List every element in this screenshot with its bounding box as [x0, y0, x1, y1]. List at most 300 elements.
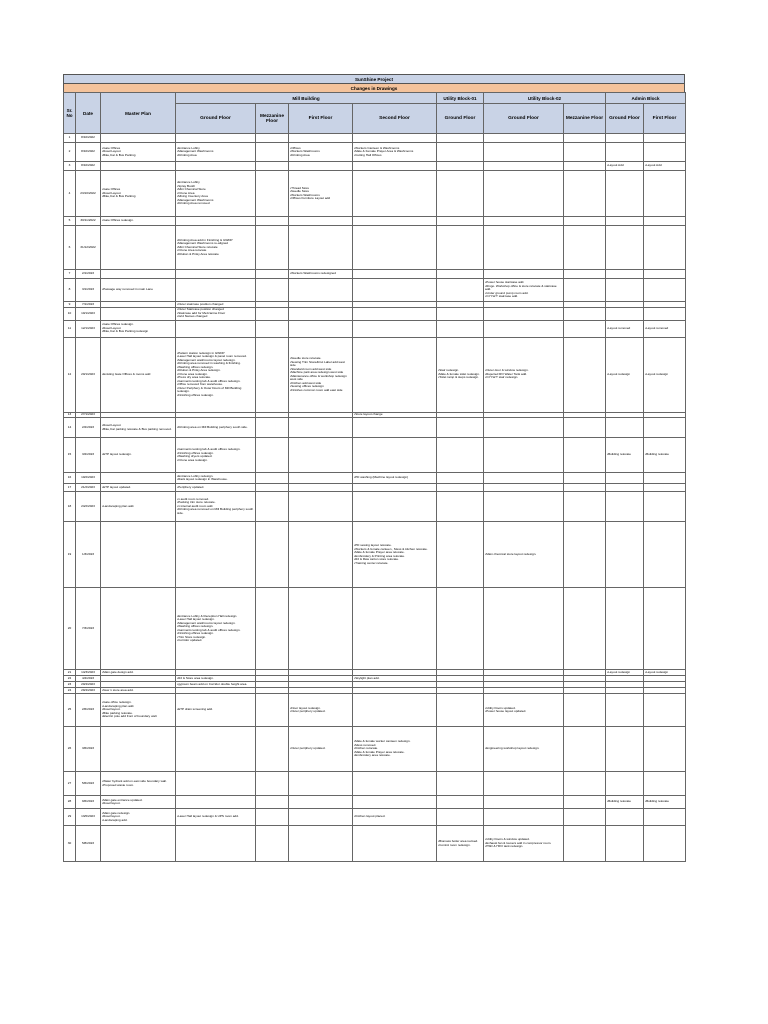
mill-second-cell	[353, 588, 437, 670]
admin-ground-cell	[606, 694, 644, 727]
cell-line: •PD sewing layout relocate.	[354, 543, 392, 547]
sr-no-cell: 11	[64, 320, 76, 337]
u2-ground-cell	[484, 162, 564, 171]
admin-ground-cell	[606, 279, 644, 302]
u1-ground-cell	[437, 162, 484, 171]
admin-first-cell	[644, 438, 686, 473]
admin-first-cell	[644, 826, 686, 862]
date-cell: 5/8/2023	[76, 826, 101, 862]
mill-ground-cell	[176, 226, 256, 270]
mill-ground-cell	[176, 484, 256, 492]
cell-line: •Male & Female Prayer Area & Washrooms	[354, 149, 414, 154]
table-row	[64, 809, 686, 826]
col-mill-ground: Ground Floor	[176, 104, 256, 134]
table-row	[64, 588, 686, 670]
col-u2-mezzanine: Mezzanine Floor	[564, 104, 606, 134]
master-plan-cell	[101, 418, 176, 438]
col-u2-ground: Ground Floor	[484, 104, 564, 134]
cell-line: •Road layout.	[102, 814, 121, 819]
cell-line: •Management Washrooms re-aligned	[177, 241, 229, 246]
mill-first-cell	[289, 226, 353, 270]
sr-no-cell: 10	[64, 307, 76, 320]
u2-mezzanine-cell	[564, 337, 606, 412]
cell-line: •Building relocate	[607, 452, 631, 457]
table-row	[64, 337, 686, 412]
master-plan-cell	[101, 796, 176, 809]
date-cell: 7/1/2023	[76, 302, 101, 308]
admin-ground-cell	[606, 320, 644, 337]
mill-ground-cell	[176, 217, 256, 226]
master-plan-cell	[101, 694, 176, 727]
mill-second-cell	[353, 492, 437, 522]
cell-line: •Stair redesign.	[438, 368, 460, 373]
cell-line: •Road Layout	[102, 190, 121, 195]
u1-ground-cell	[437, 143, 484, 162]
mill-ground-cell	[176, 796, 256, 809]
cell-line: •Needle store relocate.	[290, 356, 322, 360]
cell-line: •Maintenance office & workshop redesign west side	[290, 373, 347, 381]
admin-ground-cell	[606, 162, 644, 171]
cell-line: •Road Layout	[102, 423, 121, 427]
cell-line: •Mess removed.	[354, 742, 377, 747]
table-row	[64, 143, 686, 162]
date-cell: 3/6/2023	[76, 727, 101, 772]
mill-mezzanine-cell	[256, 418, 289, 438]
cell-line: •Entrance Lobby redesign.	[177, 473, 214, 478]
admin-ground-cell	[606, 772, 644, 796]
date-cell: 3/1/2023	[76, 279, 101, 302]
cell-line: •Building relocate	[645, 452, 669, 457]
mill-second-cell	[353, 171, 437, 217]
mill-second-cell	[353, 337, 437, 412]
table-body	[64, 134, 686, 862]
admin-ground-cell	[606, 588, 644, 670]
cell-line: •Drinking Area add in Finishing & GWDP	[177, 237, 233, 242]
sr-no-cell: 30	[64, 826, 76, 862]
mill-second-cell	[353, 418, 437, 438]
u1-ground-cell	[437, 438, 484, 473]
mill-mezzanine-cell	[256, 143, 289, 162]
sr-no-cell: 22	[64, 676, 76, 682]
cell-line: •Under ground pump room add.	[485, 290, 529, 295]
admin-first-cell	[644, 226, 686, 270]
master-plan-cell	[101, 337, 176, 412]
mill-ground-cell	[176, 727, 256, 772]
sr-no-cell: 25	[64, 694, 76, 727]
u1-ground-cell	[437, 270, 484, 279]
mill-ground-cell	[176, 522, 256, 588]
date-cell: 8/10/2022	[76, 143, 101, 162]
u1-ground-cell	[437, 727, 484, 772]
sr-no-cell: 13	[64, 412, 76, 418]
cell-line: •Male & female Prayer area relocate.	[354, 550, 405, 554]
mill-first-cell	[289, 270, 353, 279]
cell-line: •Building relocate	[607, 799, 631, 804]
admin-first-cell	[644, 588, 686, 670]
cell-line: •Store layout change	[354, 412, 383, 416]
cell-line: •Kitchen add west side	[290, 380, 322, 385]
admin-first-cell	[644, 279, 686, 302]
cell-line: •Spray Booth	[177, 183, 196, 188]
date-cell: 2/2/2023	[76, 418, 101, 438]
table-row	[64, 134, 686, 143]
table-row	[64, 320, 686, 337]
u2-mezzanine-cell	[564, 772, 606, 796]
sr-no-cell: 27	[64, 772, 76, 796]
cell-line: •Outer door & window redesign.	[485, 368, 529, 373]
mill-mezzanine-cell	[256, 438, 289, 473]
admin-first-cell	[644, 171, 686, 217]
table-row	[64, 727, 686, 772]
mill-second-cell	[353, 217, 437, 226]
cell-line: •Male & female worker canteen redesign.	[354, 739, 411, 744]
mill-first-cell	[289, 143, 353, 162]
cell-line: •Washing offices redesign.	[177, 624, 214, 628]
col-admin: Admin Block	[606, 93, 686, 104]
cell-line: •Mini Chemical Store relocate	[177, 244, 218, 249]
date-cell: 21/2/2023	[76, 484, 101, 492]
mill-first-cell	[289, 492, 353, 522]
admin-ground-cell	[606, 473, 644, 484]
cell-line: •Standard room add west side	[290, 366, 332, 371]
mill-ground-cell	[176, 588, 256, 670]
date-cell: 7/3/2023	[76, 588, 101, 670]
date-cell: 20/1/2023	[76, 337, 101, 412]
master-plan-cell	[101, 809, 176, 826]
cell-line: •Rejected RO Water Tank add.	[485, 371, 528, 376]
admin-first-cell	[644, 522, 686, 588]
table-row	[64, 171, 686, 217]
cell-line: •Embroidery area relocate.	[354, 753, 391, 758]
u2-ground-cell	[484, 171, 564, 217]
admin-ground-cell	[606, 484, 644, 492]
cell-line: •Power house layout updated.	[485, 709, 527, 713]
cell-line: •Dilution & Pinky Area redesign.	[177, 368, 221, 373]
sr-no-cell: 5	[64, 217, 76, 226]
u2-ground-cell	[484, 279, 564, 302]
cell-line: •Training center relocate.	[354, 560, 389, 565]
cell-line: •Garments testing lab & audit offices redesign.	[177, 378, 241, 383]
u1-ground-cell	[437, 588, 484, 670]
mill-second-cell	[353, 694, 437, 727]
cell-line: •Drinking Area	[290, 152, 310, 157]
admin-ground-cell	[606, 796, 644, 809]
date-cell: 2/1/2023	[76, 270, 101, 279]
u2-ground-cell	[484, 418, 564, 438]
mill-ground-cell	[176, 279, 256, 302]
table-row	[64, 484, 686, 492]
mill-mezzanine-cell	[256, 484, 289, 492]
master-plan-cell	[101, 727, 176, 772]
cell-line: •Rack layout redesign in Warehouse.	[177, 477, 228, 481]
col-utility-02: Utility Block-02	[484, 93, 606, 104]
cell-line: •Mixing Inventory Area	[177, 194, 208, 199]
admin-first-cell	[644, 320, 686, 337]
col-mill-second: Second Floor	[353, 104, 437, 134]
mill-second-cell	[353, 809, 437, 826]
u1-ground-cell	[437, 337, 484, 412]
sr-no-cell: 26	[64, 727, 76, 772]
mill-first-cell	[289, 796, 353, 809]
cell-line: •Entrance Lobby & Reception Hall redesign.	[177, 613, 238, 618]
col-utility-01: Utility Block-01	[437, 93, 484, 104]
mill-mezzanine-cell	[256, 772, 289, 796]
u1-ground-cell	[437, 279, 484, 302]
cell-line: •Workers Washrooms	[290, 149, 320, 154]
mill-mezzanine-cell	[256, 171, 289, 217]
mill-mezzanine-cell	[256, 694, 289, 727]
mill-first-cell	[289, 484, 353, 492]
mill-first-cell	[289, 588, 353, 670]
cell-line: •Sewing Trim Store&Cut Label add west side	[290, 359, 345, 367]
cell-line: •Passage way removed in main Lane	[102, 287, 153, 292]
cell-line: •Drinking area removed on Mill Building periphery south side.	[177, 507, 254, 515]
cell-line: •Outer staircase position changed	[177, 301, 224, 306]
date-cell: 3/2/2023	[76, 438, 101, 473]
date-cell: 5/6/2023	[76, 772, 101, 796]
admin-ground-cell	[606, 522, 644, 588]
cell-line: •Finishing offices redesign.	[177, 631, 214, 635]
cell-line: •Utility Doors & window updated.	[485, 837, 530, 842]
u1-ground-cell	[437, 473, 484, 484]
date-cell: 12/1/2023	[76, 320, 101, 337]
mill-first-cell	[289, 772, 353, 796]
mill-ground-cell	[176, 171, 256, 217]
cell-line: •Gate Offices redesign.	[102, 218, 134, 223]
cell-line: •Drinking Area removed	[177, 201, 210, 206]
u2-ground-cell	[484, 270, 564, 279]
mill-mezzanine-cell	[256, 270, 289, 279]
mill-ground-cell	[176, 418, 256, 438]
cell-line: •Finishes common room add east side	[290, 387, 343, 392]
mill-first-cell	[289, 473, 353, 484]
u2-mezzanine-cell	[564, 162, 606, 171]
changes-table	[63, 92, 686, 862]
cell-line: •Office removed from warehouse.	[177, 382, 223, 387]
u2-mezzanine-cell	[564, 279, 606, 302]
col-sr-no: Sr. No	[64, 93, 76, 134]
date-cell: 23/10/2022	[76, 171, 101, 217]
u2-mezzanine-cell	[564, 418, 606, 438]
u2-mezzanine-cell	[564, 226, 606, 270]
u2-ground-cell	[484, 337, 564, 412]
cell-line: •R2 & Store area redesign.	[177, 675, 214, 680]
master-plan-cell	[101, 438, 176, 473]
mill-mezzanine-cell	[256, 522, 289, 588]
col-master-plan: Master Plan	[101, 93, 176, 134]
cell-line: •1 audit room removed.	[177, 496, 210, 501]
mill-first-cell	[289, 522, 353, 588]
cell-line: •Main gate design add.	[102, 669, 134, 674]
cell-line: •HSD & HFO tank redesign.	[485, 844, 524, 849]
cell-line: •Bike,Car parking relocate & Bus parking removed.	[102, 426, 172, 431]
u2-mezzanine-cell	[564, 171, 606, 217]
sr-no-cell: 15	[64, 438, 76, 473]
cell-line: •Landscaping plan add.	[102, 503, 135, 508]
admin-ground-cell	[606, 134, 644, 143]
admin-ground-cell	[606, 270, 644, 279]
u2-ground-cell	[484, 772, 564, 796]
master-plan-cell	[101, 492, 176, 522]
cell-line: •Outer periphery updated.	[290, 709, 326, 713]
cell-line: •Road Layout	[102, 325, 121, 330]
u1-ground-cell	[437, 492, 484, 522]
u1-ground-cell	[437, 217, 484, 226]
cell-line: •Ozone Area	[177, 190, 195, 195]
cell-line: •Gate Offices redesign.	[102, 322, 134, 327]
admin-ground-cell	[606, 226, 644, 270]
cell-line: •Management washrooms layout redesign.	[177, 357, 236, 362]
u2-ground-cell	[484, 484, 564, 492]
cell-line: •Main gate redesign.	[102, 810, 131, 815]
u1-ground-cell	[437, 307, 484, 320]
cell-line: •Power house staircase add.	[485, 280, 525, 285]
table-row	[64, 694, 686, 727]
table-row	[64, 826, 686, 862]
table-row	[64, 418, 686, 438]
cell-line: •R2 & Raw carton store relocate.	[354, 557, 399, 561]
u2-ground-cell	[484, 307, 564, 320]
date-cell: 8/10/2022	[76, 134, 101, 143]
admin-ground-cell	[606, 727, 644, 772]
cell-line: •Layout removed	[645, 325, 669, 330]
cell-line: •Finishing offices redesign.	[177, 392, 214, 397]
sr-no-cell: 7	[64, 270, 76, 279]
mill-ground-cell	[176, 162, 256, 171]
col-u1-ground: Ground Floor	[437, 104, 484, 134]
mill-second-cell	[353, 438, 437, 473]
u2-ground-cell	[484, 226, 564, 270]
cell-line: •O.H.W.T stair redesign.	[485, 375, 519, 380]
u1-ground-cell	[437, 320, 484, 337]
u2-ground-cell	[484, 522, 564, 588]
date-cell: 2/6/2023	[76, 694, 101, 727]
mill-mezzanine-cell	[256, 162, 289, 171]
u2-ground-cell	[484, 217, 564, 226]
u2-ground-cell	[484, 727, 564, 772]
mill-first-cell	[289, 826, 353, 862]
mill-first-cell	[289, 162, 353, 171]
date-cell: 20/4/2023	[76, 682, 101, 688]
u2-mezzanine-cell	[564, 484, 606, 492]
mill-mezzanine-cell	[256, 226, 289, 270]
cell-line: •Existing Gate Offices & rooms add	[102, 371, 151, 376]
cell-line: •Main gate entrance updated.	[102, 797, 143, 802]
admin-ground-cell	[606, 217, 644, 226]
date-cell: 1/3/2023	[76, 522, 101, 588]
mill-first-cell	[289, 134, 353, 143]
cell-line: •Kitchen layout placed.	[354, 814, 386, 819]
date-cell: 10/1/2023	[76, 307, 101, 320]
table-row	[64, 492, 686, 522]
master-plan-cell	[101, 320, 176, 337]
master-plan-cell	[101, 484, 176, 492]
cell-line: •Corridor updated.	[177, 638, 203, 642]
cell-line: •Biomass boiler area revised.	[438, 839, 479, 843]
cell-line: •Layout redesign	[607, 669, 631, 674]
cell-line: •Washing offices redesign.	[177, 364, 214, 369]
u2-mezzanine-cell	[564, 809, 606, 826]
table-row	[64, 522, 686, 588]
table-row	[64, 438, 686, 473]
admin-ground-cell	[606, 143, 644, 162]
cell-line: •Pattern station redesign in GWDP	[177, 350, 225, 355]
u2-ground-cell	[484, 809, 564, 826]
cell-line: •Cutting Hall Offices	[354, 152, 382, 157]
cell-line: •Ozone Area relocate	[177, 248, 207, 253]
cell-line: •Male & female toilet redesign.	[438, 371, 480, 376]
sr-no-cell: 29	[64, 809, 76, 826]
mill-second-cell	[353, 484, 437, 492]
cell-line: •gypsum beam add on Corridor double height area.	[177, 681, 248, 686]
admin-first-cell	[644, 473, 686, 484]
cell-line: •Press dry area relocate.	[177, 375, 211, 380]
cell-line: •New 1 store area add.	[102, 687, 134, 692]
cell-line: •Toilet ramp & steps redesign.	[438, 375, 479, 380]
cell-line: •Workers Washrooms redesigned	[290, 271, 336, 276]
table-row	[64, 307, 686, 320]
cell-line: •Gate Offices	[102, 145, 121, 150]
cell-line: •Bike,Car & Bus Parking	[102, 152, 136, 157]
u2-mezzanine-cell	[564, 522, 606, 588]
cell-line: •Road layout.	[102, 707, 121, 712]
admin-ground-cell	[606, 418, 644, 438]
cell-line: •Layout Add	[645, 163, 662, 168]
cell-line: •Ozone area redesign.	[177, 457, 208, 462]
admin-first-cell	[644, 162, 686, 171]
mill-second-cell	[353, 279, 437, 302]
mill-first-cell	[289, 337, 353, 412]
master-plan-cell	[101, 772, 176, 796]
u2-ground-cell	[484, 826, 564, 862]
master-plan-cell	[101, 162, 176, 171]
sr-no-cell: 4	[64, 171, 76, 217]
mill-mezzanine-cell	[256, 473, 289, 484]
u2-ground-cell	[484, 694, 564, 727]
date-cell: 27/1/2023	[76, 412, 101, 418]
cell-line: •Packing trim store relocate.	[177, 500, 216, 505]
col-admin-ground: Ground Floor	[606, 104, 644, 134]
cell-line: •Ozone area redesign.	[177, 371, 208, 376]
mill-ground-cell	[176, 270, 256, 279]
col-mill-first: First Floor	[289, 104, 353, 134]
u1-ground-cell	[437, 694, 484, 727]
mill-mezzanine-cell	[256, 320, 289, 337]
table-row	[64, 162, 686, 171]
admin-first-cell	[644, 484, 686, 492]
sr-no-cell: 28	[64, 796, 76, 809]
cell-line: •Workers Washrooms	[290, 192, 320, 197]
cell-line: •Offices	[290, 145, 301, 150]
cell-line: •Water hydrant add on east side boundary wall.	[102, 779, 167, 783]
u2-ground-cell	[484, 796, 564, 809]
sr-no-cell: 19	[64, 522, 76, 588]
mill-mezzanine-cell	[256, 809, 289, 826]
mill-second-cell	[353, 727, 437, 772]
cell-line: •Machine park area redesign west side	[290, 370, 344, 374]
cell-line: •PD washing (Machine layout redesign)	[354, 475, 409, 480]
cell-line: •Laser Hall layout redesign & panel room removed.	[177, 354, 247, 359]
mill-first-cell	[289, 217, 353, 226]
cell-line: •Garments testing lab & audit offices redesign.	[177, 447, 241, 451]
u1-ground-cell	[437, 226, 484, 270]
u2-mezzanine-cell	[564, 270, 606, 279]
u2-mezzanine-cell	[564, 492, 606, 522]
mill-first-cell	[289, 438, 353, 473]
cell-line: •Layout redesign	[645, 371, 669, 376]
date-cell: 4/4/2023	[76, 676, 101, 682]
admin-first-cell	[644, 492, 686, 522]
